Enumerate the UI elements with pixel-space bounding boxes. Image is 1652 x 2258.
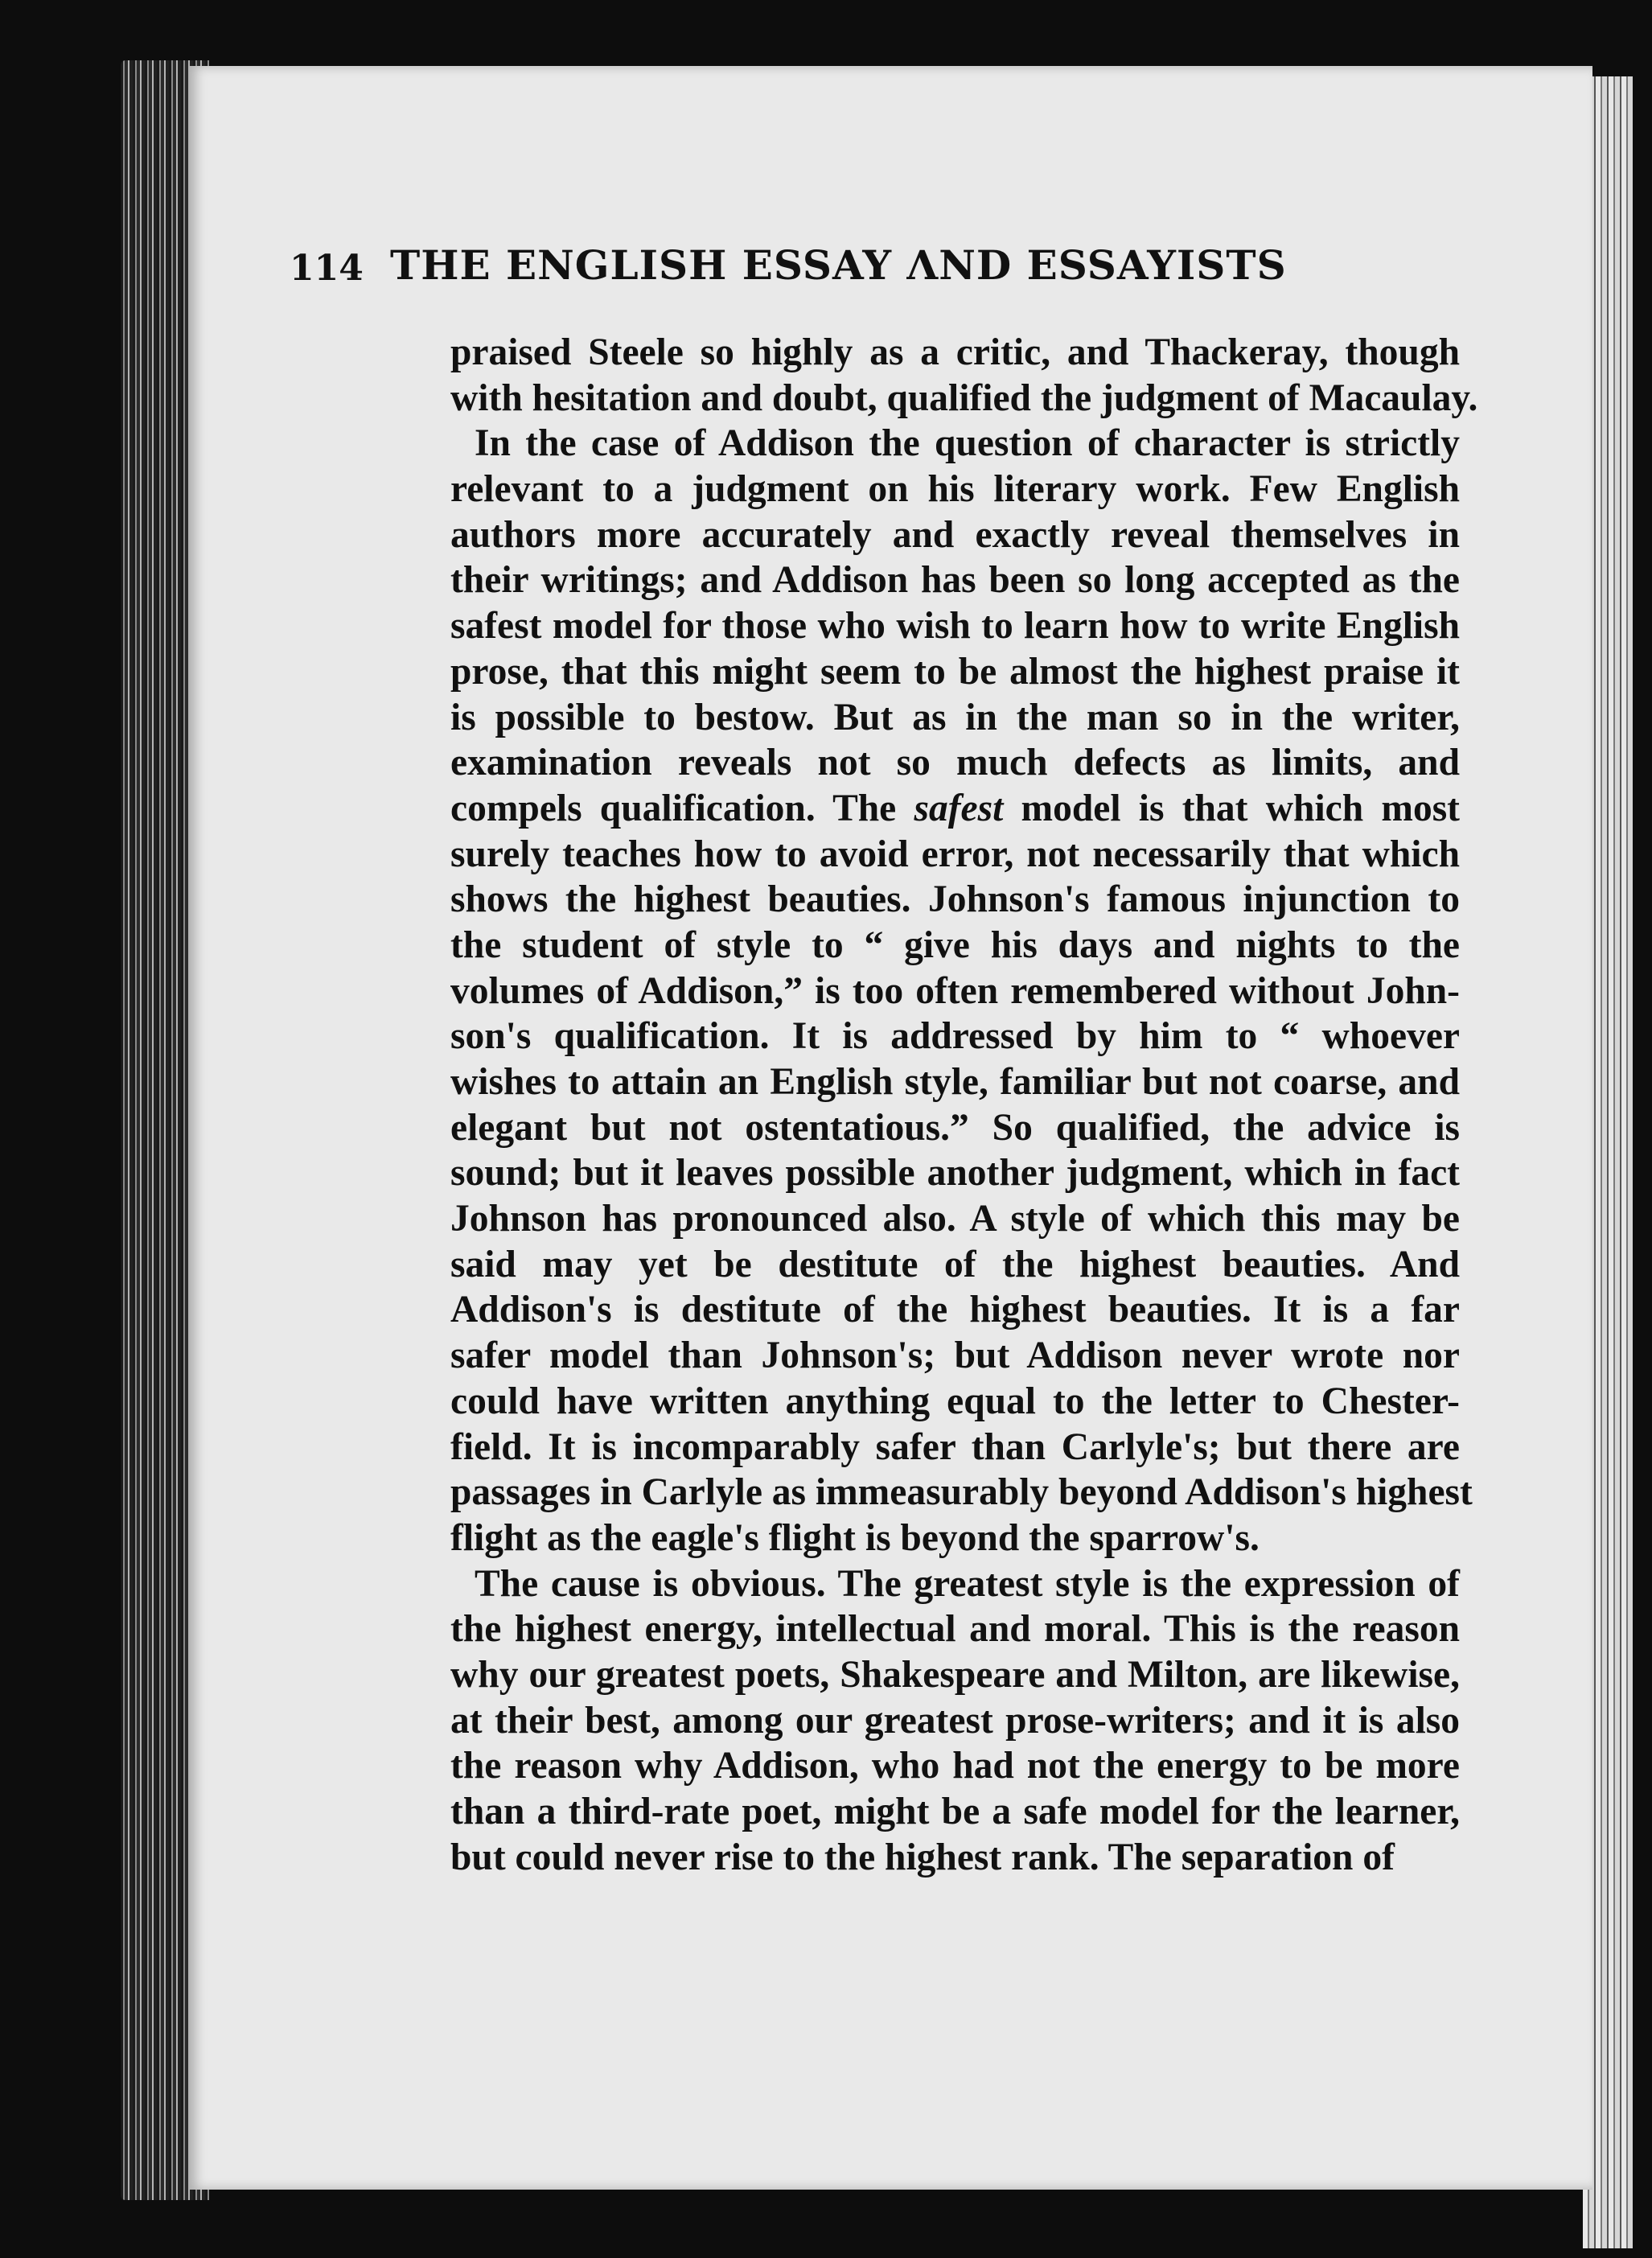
page-number: 114 [290,248,364,289]
text-line: flight as the eagle's flight is beyond the sparrow's. [450,1516,1260,1559]
text-line: than a third-rate poet, might be a safe model for the learner, [450,1791,1460,1832]
text-line: authors more accurately and exactly reveal themselves in [450,513,1460,556]
text-line: praised Steele so highly as a critic, and Thackeray, though [450,331,1460,373]
text-line: their writings; and Addison has been so long accepted as the [450,559,1460,602]
text-line: passages in Carlyle as immeasurably beyond Addison's highest [450,1471,1473,1514]
text-line: relevant to a judgment on his literary work. Few English [450,468,1460,511]
text-line: is possible to bestow. But as in the man so in the writer, [450,696,1460,738]
text-line: the highest energy, intellectual and moral. This is the reason [450,1608,1460,1651]
text-line: surely teaches how to avoid error, not necessarily that which [450,833,1460,875]
text-line: elegant but not ostentatious.” So qualified, the advice is [450,1106,1460,1149]
page-header [290,233,1448,298]
text-line: with hesitation and doubt, qualified the judgment of Macaulay. [450,376,1478,419]
text-line: compels qualification. The safest model is that which most [450,787,1460,829]
text-line: volumes of Addison,” is too often remembered without John- [450,969,1460,1012]
text-line: examination reveals not so much defects as limits, and [450,742,1460,784]
text-line: could have written anything equal to the letter to Chester- [450,1380,1460,1422]
text-line: the student of style to “ give his days and nights to the [450,923,1460,966]
text-line: said may yet be destitute of the highest beauties. And [450,1243,1460,1285]
text-line: In the case of Addison the question of character is strictly [475,422,1460,465]
text-line: field. It is incomparably safer than Carlyle's; but there are [450,1425,1460,1468]
text-line: shows the highest beauties. Johnson's famous injunction to [450,878,1460,921]
text-line: sound; but it leaves possible another judgment, which in fact [450,1152,1460,1195]
text-line: but could never rise to the highest rank. The separation of [450,1836,1395,1878]
body-text [450,330,1478,1880]
text-line: safer model than Johnson's; but Addison never wrote nor [450,1335,1460,1377]
text-line: why our greatest poets, Shakespeare and Milton, are likewise, [450,1653,1460,1696]
text-line: the reason why Addison, who had not the energy to be more [450,1745,1460,1787]
text-line: Addison's is destitute of the highest beauties. It is a far [450,1289,1460,1331]
text-line: safest model for those who wish to learn how to write English [450,605,1460,648]
text-line: prose, that this might seem to be almost the highest praise it [450,650,1460,693]
text-line: Johnson has pronounced also. A style of which this may be [450,1198,1460,1240]
text-line: son's qualification. It is addressed by him to “ whoever [450,1015,1460,1058]
text-line: The cause is obvious. The greatest style is the expression of [475,1562,1460,1605]
text-line: at their best, among our greatest prose-writers; and it is also [450,1699,1460,1742]
text-line: wishes to attain an English style, familiar but not coarse, and [450,1061,1460,1103]
running-head: THE ENGLISH ESSAY ΛND ESSAYISTS [390,241,1287,289]
